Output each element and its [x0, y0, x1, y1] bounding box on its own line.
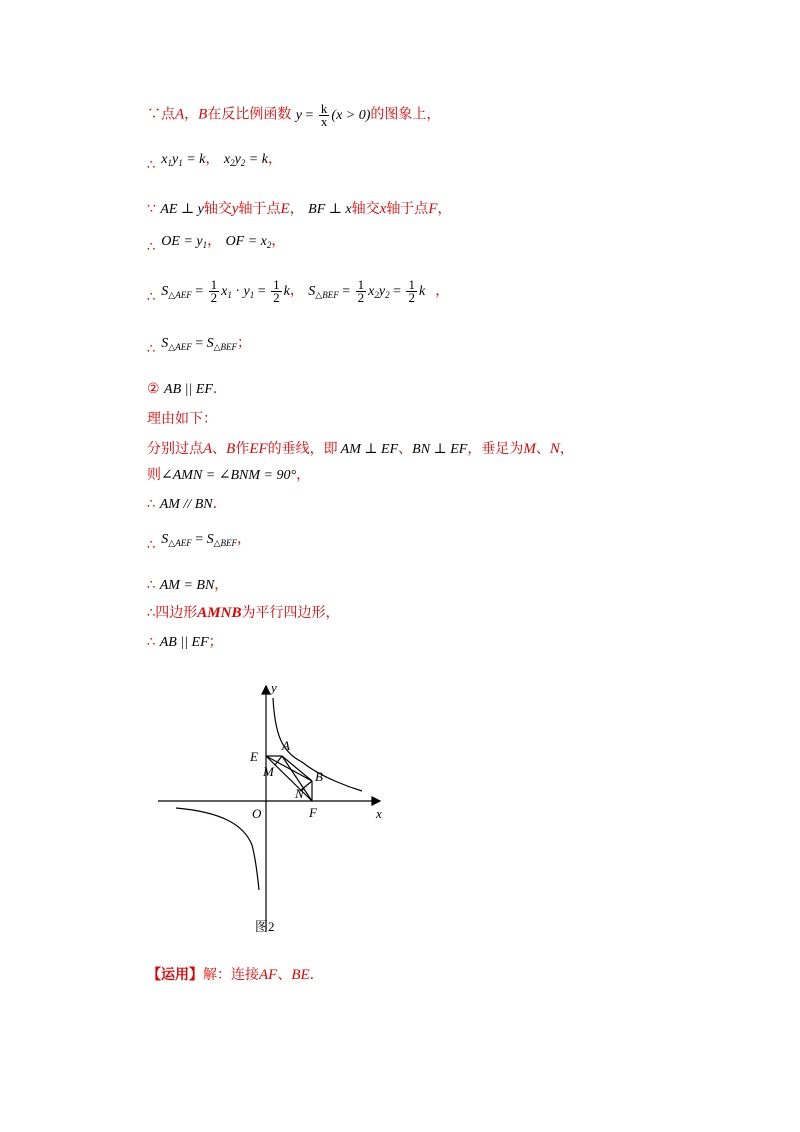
line-2: ∴ $x_1y_1 = k$， $x_2y_2 = k$，	[147, 151, 282, 173]
text: ，	[184, 106, 199, 123]
therefore-symbol: ∴	[147, 538, 156, 553]
line-7: ② AB || EF.	[147, 381, 218, 397]
label-f: F	[309, 805, 317, 820]
line-3: ∵ AE ⊥ y轴交y轴于点E， BF ⊥ x轴交x轴于点F，	[147, 201, 452, 217]
parallel-statement: AM // BN	[159, 497, 213, 512]
parallel-statement: AB || EF	[164, 382, 213, 397]
therefore-symbol: ∴	[147, 497, 156, 512]
label-y: y	[271, 680, 277, 695]
figure-graph	[152, 680, 392, 940]
line-13: ∴ AM = BN，	[147, 577, 229, 593]
text: ∵点	[147, 106, 175, 123]
text: 在反比例函数	[207, 106, 292, 123]
line-6: ∴ $S_{\triangle AEF} = S_{\triangle BEF}$；	[147, 335, 252, 357]
line-14: ∴四边形AMNB为平行四边形，	[147, 605, 340, 621]
line-8	[147, 410, 217, 428]
parallel-statement: AB || EF	[159, 635, 209, 650]
point-a: A	[175, 106, 185, 123]
equation: $x_2y_2 = k$	[223, 152, 268, 168]
item-number: ②	[147, 381, 160, 397]
because-symbol: ∵	[147, 201, 156, 217]
label-o: O	[252, 806, 262, 821]
line-5: ∴ $S_{\triangle AEF}$ = $\frac{1}{2}$ $x_1 \cdot y_1$ = $\frac{1}{2}$ k， $S_{\triangle BEF}$ = $\frac{1}{2}$ $x_2y_2$ = $\frac{1}{2}$ k ，	[147, 277, 450, 305]
line-10: 则∠AMN = ∠BNM = 90°，	[147, 467, 311, 483]
therefore-symbol: ∴	[147, 289, 156, 305]
perpendicular-statement: BN ⊥ EF	[412, 442, 468, 457]
label-n: N	[295, 786, 304, 801]
equation: $x_1y_1 = k$	[161, 152, 206, 168]
figure-caption: 图2	[255, 919, 275, 934]
line-1	[147, 103, 440, 128]
therefore-symbol: ∴	[147, 240, 156, 255]
perpendicular-statement: BF ⊥ x	[308, 202, 352, 217]
perpendicular-statement: AM ⊥ EF	[340, 442, 399, 457]
therefore-symbol: ∴	[147, 342, 156, 357]
y-axis-arrow	[262, 686, 270, 694]
line-12: ∴ $S_{\triangle AEF} = S_{\triangle BEF}$，	[147, 531, 252, 553]
equality-statement: AM = BN	[159, 578, 215, 593]
function-formula: y = $\frac{k}{x}$ (x > 0)	[295, 101, 371, 129]
line-11: ∴ AM // BN.	[147, 496, 218, 512]
area-equation: $S_{\triangle AEF}$ = $\frac{1}{2}$ $x_1 \cdot y_1$ = $\frac{1}{2}$ k	[161, 277, 290, 305]
area-equation: $S_{\triangle BEF}$ = $\frac{1}{2}$ $x_2y_2$ = $\frac{1}{2}$ k	[308, 277, 426, 305]
line-15: ∴ AB || EF；	[147, 634, 223, 650]
label-b: B	[315, 769, 323, 784]
line-4: ∴ OE = $y_1$， OF = $x_2$，	[147, 233, 286, 255]
label-m: M	[263, 764, 274, 779]
label-e: E	[250, 749, 258, 764]
text: 的图象上，	[370, 106, 441, 123]
hyperbola-branch-2	[176, 808, 259, 890]
label-x: x	[376, 806, 382, 821]
line-16: 【运用】解：连接AF、BE.	[147, 967, 315, 983]
therefore-symbol: ∴	[147, 158, 156, 173]
section-label: 【运用】	[147, 967, 203, 983]
area-equality: $S_{\triangle AEF} = S_{\triangle BEF}$	[161, 532, 238, 548]
therefore-symbol: ∴	[147, 635, 156, 650]
area-equality: $S_{\triangle AEF} = S_{\triangle BEF}$	[161, 336, 238, 352]
angle-equation: ∠AMN = ∠BNM = 90°	[161, 468, 297, 483]
x-axis-arrow	[372, 797, 380, 805]
line-9: 分别过点A、B作EF的垂线，即 AM ⊥ EF、BN ⊥ EF，垂足为M、N，	[147, 441, 574, 457]
equation: OF = $x_2$	[225, 234, 272, 250]
perpendicular-statement: AE ⊥ y	[160, 202, 204, 217]
therefore-symbol: ∴	[147, 578, 156, 593]
therefore-symbol: ∴	[147, 606, 156, 621]
label-a: A	[282, 738, 290, 753]
text: 理由如下：	[147, 411, 217, 427]
equation: OE = $y_1$	[161, 234, 208, 250]
point-b: B	[198, 106, 208, 123]
